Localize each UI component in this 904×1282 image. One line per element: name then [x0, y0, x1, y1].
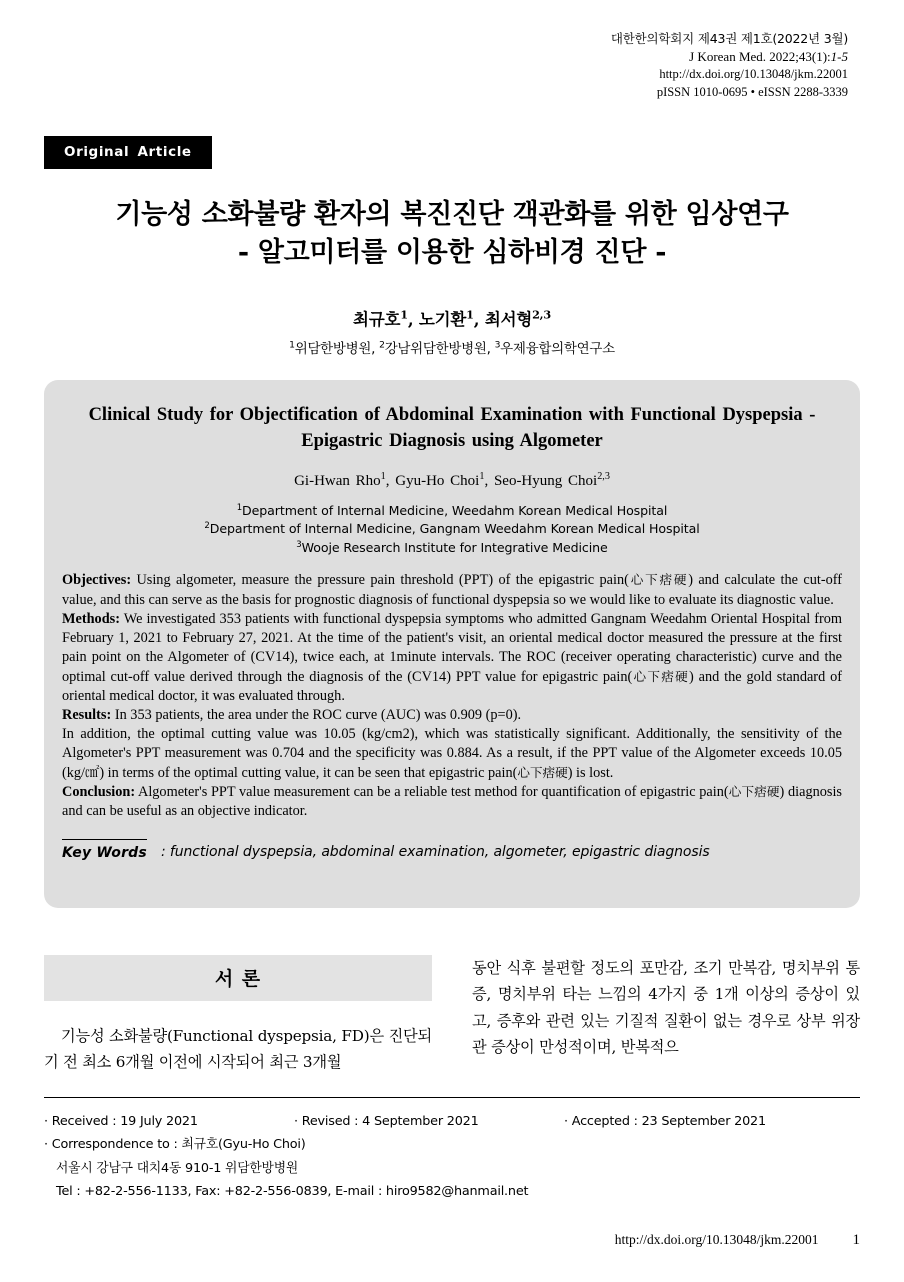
page-title-line-1: 기능성 소화불량 환자의 복진진단 객관화를 위한 임상연구 — [115, 199, 789, 230]
english-affil-2-text: Department of Internal Medicine, Gangnam Weedahm Korean Medical Hospital — [209, 521, 700, 537]
citation-prefix: J Korean Med. 2022;43(1): — [689, 48, 831, 64]
journal-header-citation — [611, 48, 848, 66]
abstract-results-cjk-1: 心下痞硬 — [517, 764, 568, 780]
korean-affiliation-list — [0, 337, 904, 357]
korean-author-2: 노기환 — [418, 310, 467, 329]
footer-address: 서울시 강남구 대치4동 910-1 위담한방병원 — [56, 1160, 299, 1176]
abstract-methods-text-1: We investigated 353 patients with functional dyspepsia symptoms who admitted Gangnam Weedahm Oriental Hospital from February 1, 2021 to February 27, 2021. At the time of the patient's visit, an oriental medical doctor measured the pressure at the first pain point on the Algometer of (CV14), twice each, at 1minute intervals. The ROC (receiver operating characteristic) curve and the optimal cut-off value derived through the diagnosis of the (CV14) PPT value for epigastric pain( — [62, 610, 842, 685]
abstract-results-line-1 — [62, 706, 842, 725]
body-columns — [44, 955, 860, 1076]
keywords-label: Key Words — [62, 839, 147, 861]
english-author-list: Gi-Hwan Rho$^1$, Gyu-Ho Choi$^1$, Seo-Hyung Choi$^{2,3}$ — [294, 470, 610, 489]
english-author-2-affil-marker: 1 — [479, 470, 485, 482]
abstract-objectives-cjk-1: 心下痞硬 — [628, 572, 689, 588]
english-author-1-affil-marker: 1 — [380, 470, 386, 482]
abstract-conclusion-text-2: ) diagnosis and can be useful as an objective indicator. — [62, 783, 842, 820]
abstract-conclusion — [62, 783, 842, 821]
english-author-3: Seo-Hyung Choi — [493, 472, 598, 489]
author-separator-2: , — [473, 310, 485, 329]
footer-dates-row — [44, 1110, 860, 1133]
abstract-objectives-text-1: Using algometer, measure the pressure pain threshold (PPT) of the epigastric pain( — [131, 572, 629, 589]
english-affiliation-list — [62, 502, 842, 558]
footer-metadata — [44, 1110, 860, 1203]
abstract-objectives — [62, 571, 842, 609]
abstract-results-text-3: ) is lost. — [567, 764, 614, 781]
korean-author-list — [0, 306, 904, 330]
abstract-methods — [62, 610, 842, 706]
korean-author-1: 최규호 — [353, 310, 401, 329]
abstract-panel — [44, 380, 860, 908]
abstract-methods-cjk-1: 心下痞硬 — [632, 668, 690, 684]
abstract-methods-text-2: ) and the gold standard of oriental medical doctor, it was evaluated through. — [62, 668, 842, 704]
english-author-3-affil-marker: 2,3 — [597, 470, 610, 482]
english-affil-3 — [62, 539, 842, 558]
abstract-conclusion-label: Conclusion: — [62, 783, 136, 800]
korean-author-3: 최서형 — [484, 310, 533, 329]
introduction-paragraph-left: 기능성 소화불량(Functional dyspepsia, FD)은 진단되기 전 최소 6개월 이전에 시작되어 최근 3개월 — [44, 1027, 432, 1072]
footer-divider — [44, 1097, 860, 1098]
abstract-conclusion-text-1: Algometer's PPT value measurement can be a reliable test method for quantification of epigastric pain( — [135, 783, 729, 800]
korean-author-2-affil-marker: 1 — [466, 307, 474, 322]
korean-affil-2-marker: 2 — [379, 339, 385, 351]
abstract-body — [62, 571, 842, 821]
abstract-objectives-label: Objectives: — [62, 572, 132, 589]
korean-affil-3: 우제융합의학연구소 — [500, 341, 615, 357]
page-title — [0, 196, 904, 273]
abstract-results-label: Results: — [62, 706, 112, 723]
column-right — [472, 955, 860, 1076]
english-affil-2-marker: 2 — [204, 520, 210, 531]
article-type-badge: Original Article — [44, 136, 212, 169]
abstract-conclusion-cjk-1: 心下痞硬 — [728, 783, 780, 799]
english-affil-1-marker: 1 — [236, 502, 243, 513]
korean-author-3-affil-marker: 2,3 — [532, 307, 551, 322]
english-author-1: Gi-Hwan Rho — [294, 472, 381, 489]
journal-header-doi[interactable]: http://dx.doi.org/10.13048/jkm.22001 — [659, 67, 848, 82]
abstract-objectives-text-2: ) and calculate the cut-off value, and this can serve as the basis for prognostic diagnosis of functional dyspepsia so we would like to evaluate its diagnostic value. — [62, 572, 842, 608]
abstract-methods-label: Methods: — [62, 610, 120, 627]
section-heading-introduction: 서 론 — [44, 955, 432, 1001]
english-affil-1 — [62, 502, 842, 521]
page-footer — [44, 1232, 860, 1249]
korean-affil-2: 강남위담한방병원, — [384, 341, 495, 357]
journal-header-issn: pISSN 1010-0695 • eISSN 2288-3339 — [656, 84, 848, 99]
korean-affil-3-marker: 3 — [494, 339, 501, 351]
footer-accepted: · Accepted : 23 September 2021 — [564, 1114, 766, 1129]
english-title-line-2: Dyspepsia - Epigastric Diagnosis using Algometer — [301, 405, 816, 452]
footer-correspondence: · Correspondence to : 최규호(Gyu-Ho Choi) — [44, 1137, 306, 1153]
introduction-paragraph-right: 동안 식후 불편할 정도의 포만감, 조기 만복감, 명치부위 통증, 명치부위 타는 느낌의 4가지 중 1개 이상의 증상이 있고, 증후와 관련 있는 기질적 질환이 없는 경우로 상부 위장관 증상이 만성적이며, 반복적으 — [472, 959, 860, 1057]
page-title-line-2: - 알고미터를 이용한 심하비경 진단 - — [237, 237, 667, 269]
english-affil-1-text: Department of Internal Medicine, Weedahm Korean Medical Hospital — [242, 502, 668, 518]
korean-affil-1: 위담한방병원, — [294, 341, 380, 357]
abstract-results-line-2 — [62, 725, 842, 783]
korean-affil-1-marker: 1 — [289, 339, 295, 351]
footer-contact[interactable]: Tel : +82-2-556-1133, Fax: +82-2-556-0839, E-mail : hiro9582@hanmail.net — [56, 1183, 529, 1199]
journal-header-korean: 대한한의학회지 제43권 제1호(2022년 3월) — [610, 31, 848, 46]
english-title-line-1: Clinical Study for Objectification of Abdominal Examination with Functional — [88, 405, 716, 425]
footer-doi-link[interactable]: http://dx.doi.org/10.13048/jkm.22001 — [614, 1232, 819, 1247]
footer-received: · Received : 19 July 2021 — [44, 1114, 198, 1129]
column-left — [44, 955, 432, 1076]
abstract-results-text-1: In 353 patients, the area under the ROC curve (AUC) was 0.909 (p=0). — [111, 706, 522, 723]
abstract-results-text-2: In addition, the optimal cutting value was 10.05 (kg/cm2), which was statistically significant. Additionally, the sensitivity of the Algometer's PPT measurement was 0.704 and the specificity was 0.884. As a result, if the PPT value of the Algometer exceeds 10.05 (kg/㎠) in terms of the optimal cutting value, it can be seen that epigastric pain( — [62, 726, 842, 781]
keywords-value: : functional dyspepsia, abdominal examination, algometer, epigastric diagnosis — [160, 844, 710, 861]
author-separator-1: , — [407, 310, 419, 329]
english-title — [76, 402, 828, 455]
keywords-row — [62, 839, 842, 861]
korean-author-1-affil-marker: 1 — [400, 307, 408, 322]
journal-header — [611, 30, 848, 102]
footer-revised: · Revised : 4 September 2021 — [294, 1114, 479, 1129]
english-affil-3-text: Wooje Research Institute for Integrative Medicine — [301, 539, 608, 555]
citation-pages: 1-5 — [830, 48, 848, 64]
english-author-2: Gyu-Ho Choi — [395, 472, 480, 489]
english-affil-2 — [62, 520, 842, 539]
page-number: 1 — [852, 1232, 860, 1248]
english-affil-3-marker: 3 — [296, 539, 302, 550]
